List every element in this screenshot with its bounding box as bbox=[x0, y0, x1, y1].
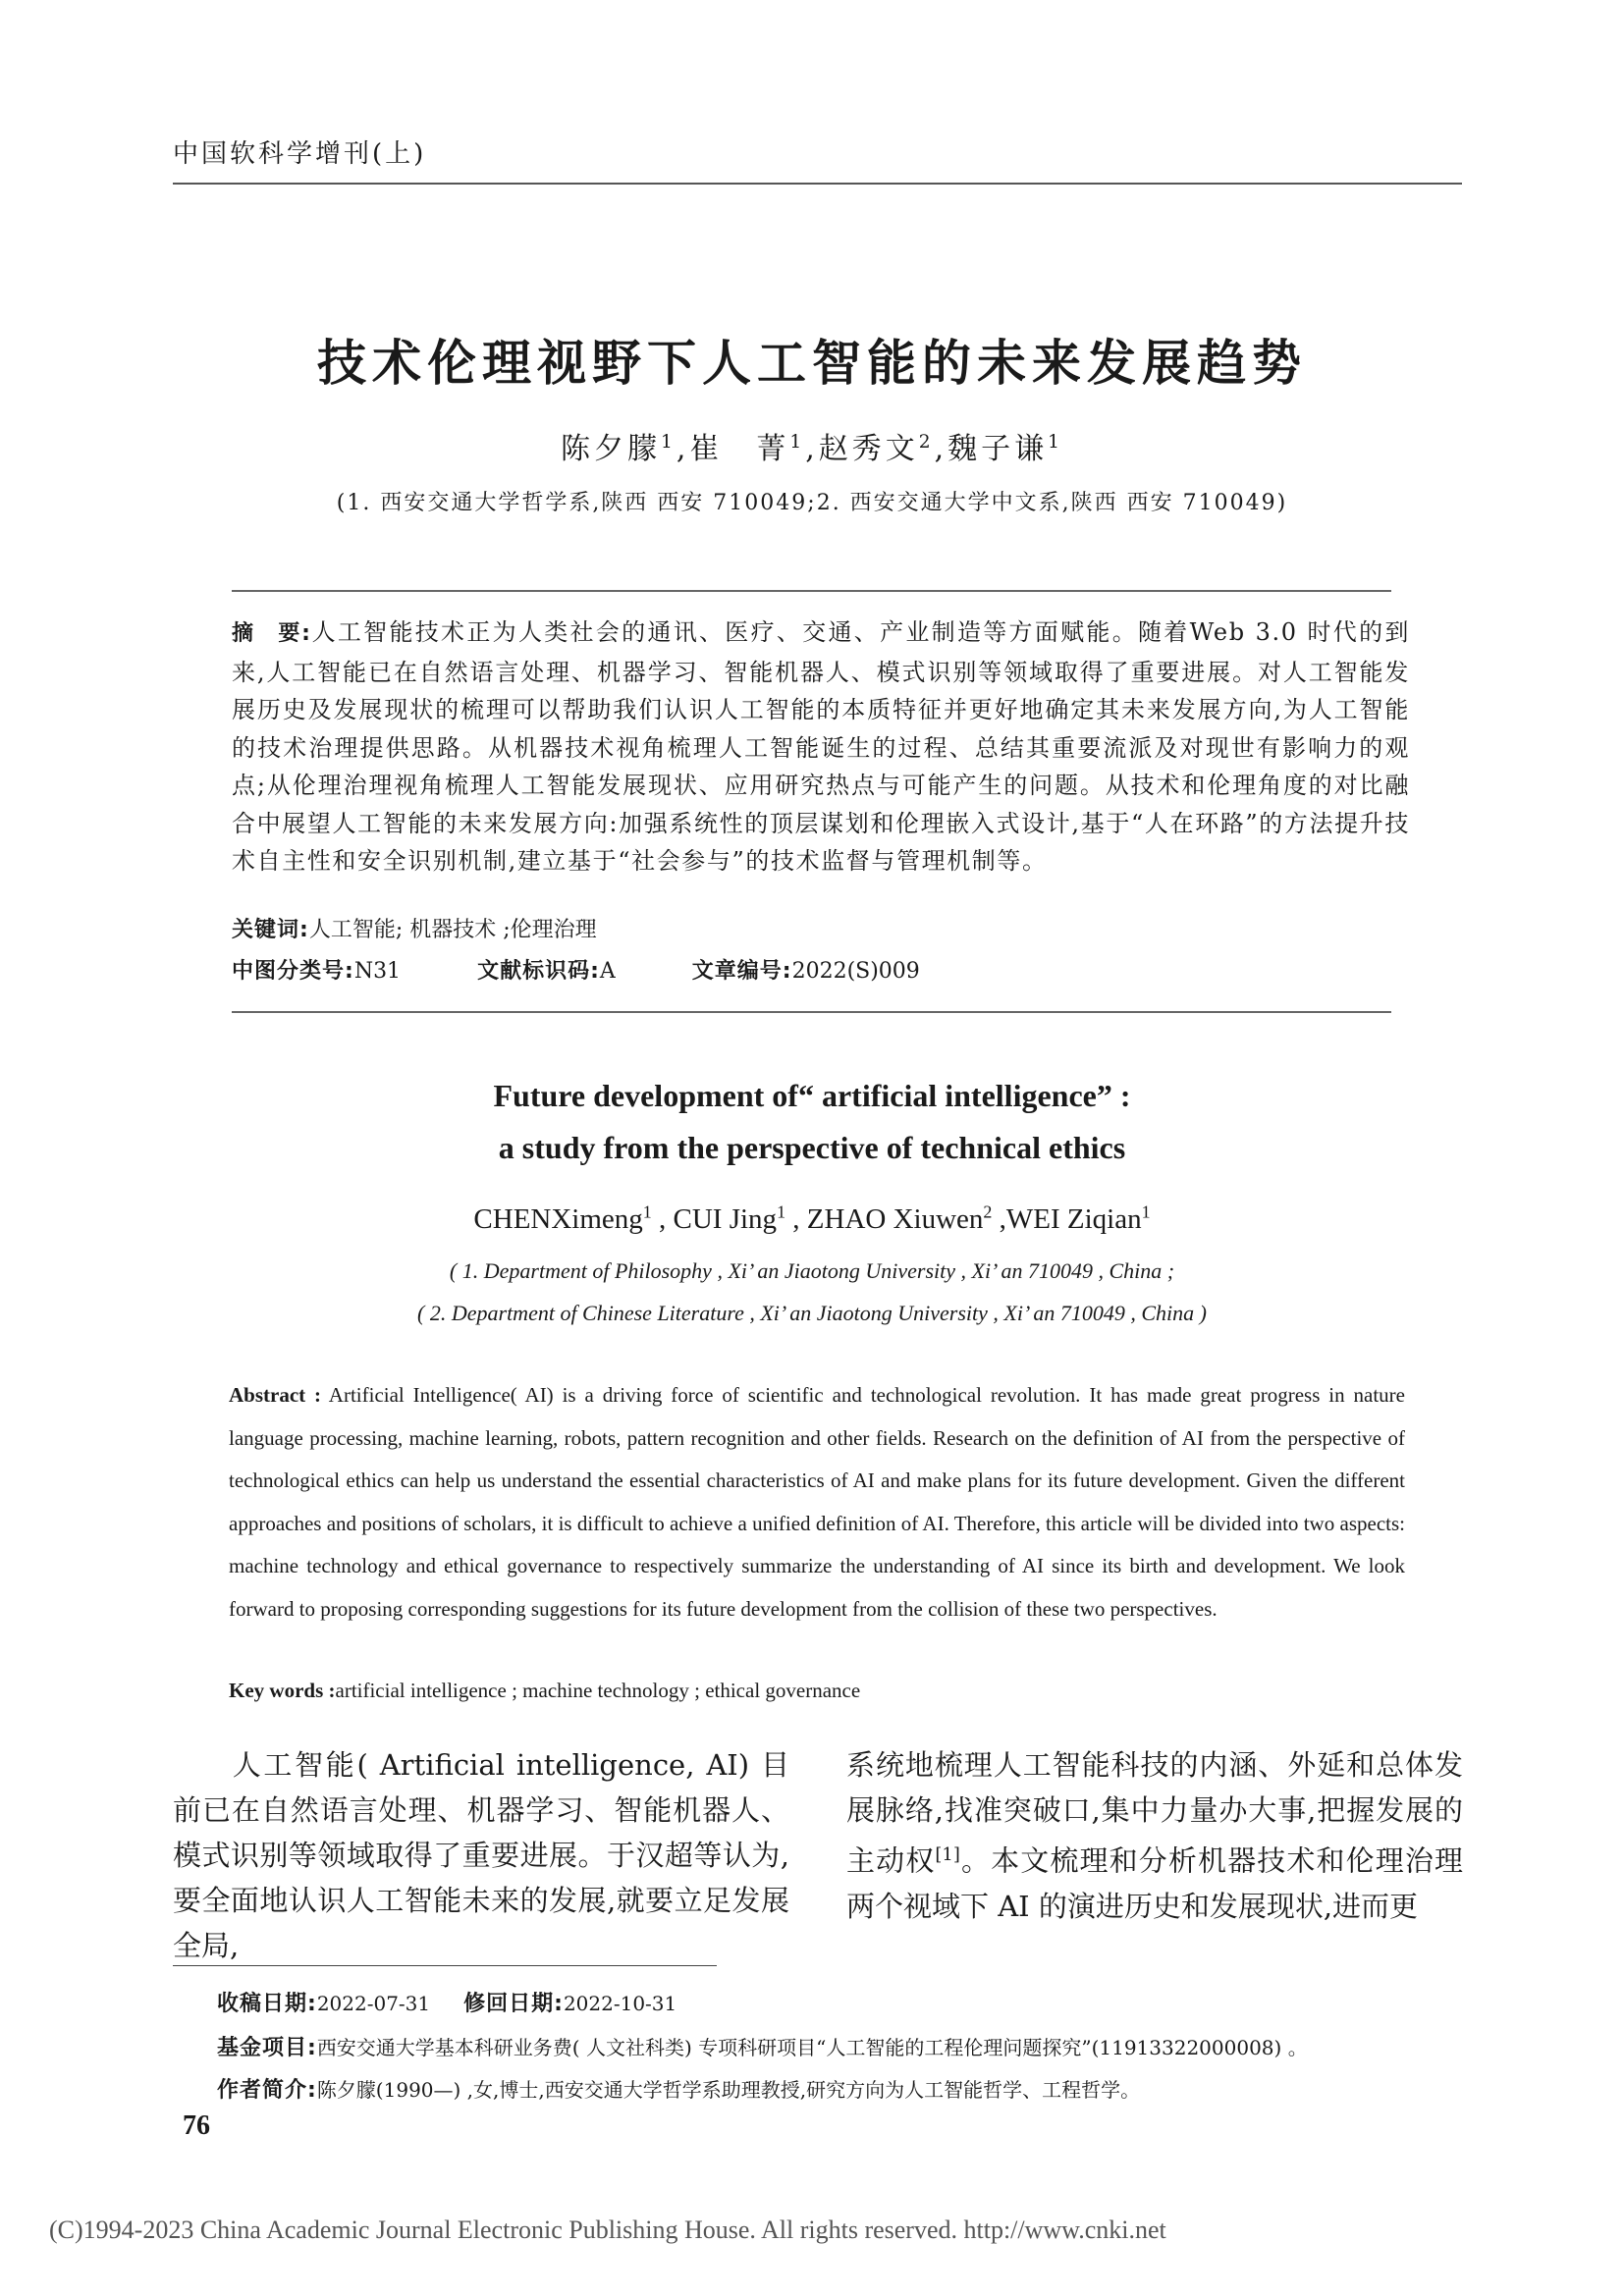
author-cn-3 bbox=[819, 432, 947, 466]
author-sep: , bbox=[785, 1202, 807, 1235]
author-sep: , bbox=[676, 432, 690, 466]
abstract-top-rule bbox=[232, 590, 1391, 592]
abstract-en bbox=[229, 1374, 1405, 1630]
header-rule bbox=[173, 183, 1462, 185]
author-name: 魏子谦 bbox=[947, 432, 1049, 466]
author-cn-2 bbox=[689, 432, 818, 466]
title-en-line-2: a study from the perspective of technical ethics bbox=[498, 1130, 1126, 1165]
footnote-fund bbox=[217, 2031, 1308, 2061]
author-sup: 1 bbox=[789, 432, 806, 453]
author-sep: , bbox=[805, 432, 819, 466]
page-number: 76 bbox=[183, 2110, 210, 2141]
clc-value: N31 bbox=[353, 959, 402, 984]
author-sup: 2 bbox=[983, 1201, 993, 1221]
body-left-text: 人工智能( Artificial intelligence, AI) 目前已在自然语言处理、机器学习、智能机器人、模式识别等领域取得了重要进展。于汉超等认为,要全面地认识人工智能未来的发展,就要立足发展全局, bbox=[173, 1748, 789, 1962]
citation-ref: [1] bbox=[935, 1844, 960, 1865]
author-cn-4 bbox=[947, 432, 1063, 466]
abstract-en-label: Abstract : bbox=[229, 1383, 322, 1407]
article-title-en bbox=[0, 1070, 1624, 1174]
article-title-cn: 技术伦理视野下人工智能的未来发展趋势 bbox=[317, 335, 1307, 392]
author-sep: , bbox=[992, 1202, 1006, 1235]
author-en-3 bbox=[807, 1203, 1006, 1235]
keywords-cn-text: 人工智能; 机器技术 ;伦理治理 bbox=[308, 918, 597, 942]
body-right-text-cont: 。本文梳理和分析机器技术和伦理治理两个视域下 AI 的演进历史和发展现状,进而更 bbox=[846, 1843, 1463, 1923]
footnote-rule bbox=[173, 1965, 717, 1966]
author-bio-label: 作者简介: bbox=[217, 2078, 317, 2103]
author-en-4 bbox=[1006, 1203, 1151, 1235]
abstract-cn-label: 摘 要: bbox=[232, 621, 311, 646]
body-column-left bbox=[173, 1742, 789, 1968]
author-name: WEI Ziqian bbox=[1005, 1202, 1142, 1235]
received-date: 2022-07-31 bbox=[316, 1992, 431, 2015]
author-sup: 2 bbox=[918, 432, 935, 453]
clc-label: 中图分类号: bbox=[232, 959, 354, 984]
author-bio-text: 陈夕朦(1990—) ,女,博士,西安交通大学哲学系助理教授,研究方向为人工智能哲学、工程哲学。 bbox=[316, 2078, 1141, 2102]
keywords-cn-label: 关键词: bbox=[232, 918, 309, 942]
doc-code-label: 文献标识码: bbox=[477, 959, 600, 984]
received-label: 收稿日期: bbox=[217, 1992, 317, 2016]
running-head: 中国软科学增刊(上) bbox=[173, 139, 427, 169]
keywords-en-label: Key words : bbox=[229, 1679, 336, 1702]
body-right-text: 系统地梳理人工智能科技的内涵、外延和总体发展脉络,找准突破口,集中力量办大事,把握发展的主动权 bbox=[846, 1748, 1463, 1878]
affiliation-en-2: ( 2. Department of Chinese Literature , Xi’ an Jiaotong University , Xi’ an 710049 , China ) bbox=[417, 1301, 1207, 1325]
author-sep: , bbox=[651, 1202, 674, 1235]
author-en-2 bbox=[674, 1203, 807, 1235]
author-name: 崔 菁 bbox=[689, 432, 790, 466]
author-sep: , bbox=[934, 432, 948, 466]
author-name: 陈夕朦 bbox=[560, 432, 661, 466]
author-sup: 1 bbox=[777, 1201, 786, 1221]
abstract-cn bbox=[232, 614, 1410, 881]
author-cn-1 bbox=[561, 432, 689, 466]
body-column-right bbox=[846, 1742, 1463, 1929]
keywords-en bbox=[229, 1679, 860, 1703]
abstract-cn-text: 人工智能技术正为人类社会的通讯、医疗、交通、产业制造等方面赋能。随着Web 3.0 时代的到来,人工智能已在自然语言处理、机器学习、智能机器人、模式识别等领域取得了重要进展。对人工智能发展历史及发展现状的梳理可以帮助我们认识人工智能的本质特征并更好地确定其未来发展方向,为人工智能的技术治理提供思路。从机器技术视角梳理人工智能诞生的过程、总结其重要流派及对现世有影响力的观点;从伦理治理视角梳理人工智能发展现状、应用研究热点与可能产生的问题。从技术和伦理角度的对比融合中展望人工智能的未来发展方向:加强系统性的顶层谋划和伦理嵌入式设计,基于“人在环路”的方法提升技术自主性和安全识别机制,建立基于“社会参与”的技术监督与管理机制等。 bbox=[232, 618, 1410, 875]
author-name: CUI Jing bbox=[673, 1202, 778, 1235]
doc-code-value: A bbox=[599, 959, 616, 984]
fund-label: 基金项目: bbox=[217, 2036, 317, 2060]
article-no-label: 文章编号: bbox=[691, 959, 792, 984]
author-name: CHENXimeng bbox=[473, 1202, 643, 1235]
author-sup: 1 bbox=[1141, 1201, 1151, 1221]
author-name: 赵秀文 bbox=[818, 432, 919, 466]
article-no-value: 2022(S)009 bbox=[791, 959, 920, 984]
abstract-bottom-rule bbox=[232, 1011, 1391, 1013]
authors-cn bbox=[0, 424, 1624, 467]
author-sup: 1 bbox=[660, 432, 677, 453]
footnote-author-bio bbox=[217, 2073, 1140, 2104]
authors-en bbox=[0, 1201, 1624, 1236]
keywords-en-text: artificial intelligence ; machine technology ; ethical governance bbox=[335, 1679, 861, 1702]
revised-date: 2022-10-31 bbox=[563, 1992, 677, 2015]
author-name: ZHAO Xiuwen bbox=[806, 1202, 984, 1235]
classification-line bbox=[232, 954, 1410, 985]
affiliation-cn: (1. 西安交通大学哲学系,陕西 西安 710049;2. 西安交通大学中文系,陕西 西安 710049) bbox=[336, 491, 1288, 515]
title-en-line-1: Future development of“ artificial intelligence” : bbox=[493, 1078, 1131, 1113]
revised-label: 修回日期: bbox=[463, 1992, 564, 2016]
affiliation-en-1: ( 1. Department of Philosophy , Xi’ an Jiaotong University , Xi’ an 710049 , China ; bbox=[449, 1258, 1175, 1283]
author-sup: 1 bbox=[642, 1201, 652, 1221]
author-en-1 bbox=[473, 1203, 673, 1235]
copyright-notice: (C)1994-2023 China Academic Journal Electronic Publishing House. All rights reserved. http://www.cnki.net bbox=[49, 2216, 1166, 2244]
keywords-cn bbox=[232, 913, 597, 943]
author-sup: 1 bbox=[1048, 432, 1063, 453]
fund-text: 西安交通大学基本科研业务费( 人文社科类) 专项科研项目“人工智能的工程伦理问题探究”(11913322000008) 。 bbox=[316, 2036, 1308, 2059]
abstract-en-text: Artificial Intelligence( AI) is a driving force of scientific and technological revolution. It has made great progress in nature language processing, machine learning, robots, pattern recognition and other fields. Research on the definition of AI from the perspective of technological ethics can help us understand the essential characteristics of AI and make plans for its future development. Given the different approaches and positions of scholars, it is difficult to achieve a unified definition of AI. Therefore, this article will be divided into two aspects: machine technology and ethical governance to respectively summarize the understanding of AI since its birth and development. We look forward to proposing corresponding suggestions for its future development from the collision of these two perspectives. bbox=[229, 1383, 1405, 1621]
footnote-dates bbox=[217, 1987, 677, 2017]
